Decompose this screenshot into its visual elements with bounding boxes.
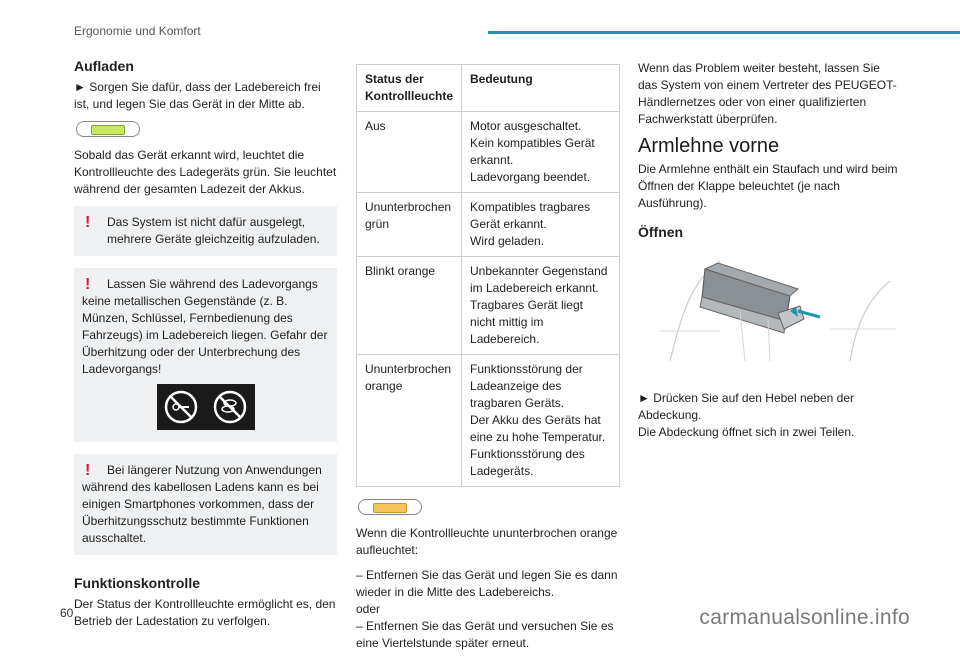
warning-box-metal-objects: [74, 268, 337, 442]
paragraph-status: Der Status der Kontrollleuchte ermöglicht es, den Betrieb der Ladestation zu verfolgen.: [74, 597, 336, 628]
heading-oeffnen: Öffnen: [638, 224, 684, 240]
table-cell-status: Aus: [357, 112, 462, 193]
warning-exclamation-icon: !: [85, 276, 91, 293]
table-cell-meaning: Unbekannter Gegenstand im Ladebereich erkannt. Tragbares Gerät liegt nicht mittig im Ladebereich.: [462, 257, 620, 355]
no-coins-icon: [212, 389, 248, 425]
table-cell-status: Blinkt orange: [357, 257, 462, 355]
watermark: carmanualsonline.info: [699, 606, 910, 629]
table-cell-meaning: Motor ausgeschaltet. Kein kompatibles Gerät erkannt. Ladevorgang beendet.: [462, 112, 620, 193]
warning-exclamation-icon: !: [85, 214, 91, 231]
table-header-row: [357, 65, 620, 112]
paragraph-cover-opens: Die Abdeckung öffnet sich in zwei Teilen.: [638, 425, 855, 439]
table-cell-status: Ununterbrochen orange: [357, 355, 462, 487]
warning-text: Lassen Sie während des Ladevorgangs keine metallischen Gegenstände (z. B. Münzen, Schlüssel, Fernbedienung des Fahrzeugs) im Ladebereich liegen. Gefahr der Überhitzung oder der Unterbrechung des Ladevorgangs!: [82, 277, 328, 376]
table-header-cell: Bedeutung: [462, 65, 620, 112]
instruction-press-lever: ► Drücken Sie auf den Hebel neben der Abdeckung.: [638, 391, 855, 422]
instruction-place-device: ► Sorgen Sie dafür, dass der Ladebereich frei ist, und legen Sie das Gerät in der Mitte ab.: [74, 80, 321, 111]
orange-indicator-icon: [358, 499, 422, 515]
column-1: [74, 52, 337, 638]
warning-box-overheating: [74, 454, 337, 555]
table-row: [357, 355, 620, 487]
instruction-retry-later: – Entfernen Sie das Gerät und versuchen Sie es eine Viertelstunde später erneut.: [356, 619, 614, 650]
running-header: Ergonomie und Komfort: [74, 24, 201, 38]
text-or: oder: [356, 602, 381, 616]
table-cell-meaning: Funktionsstörung der Ladeanzeige des tragbaren Geräts. Der Akku des Geräts hat eine zu hohe Temperatur. Funktionsstörung des Ladegeräts.: [462, 355, 620, 487]
paragraph-contact-dealer: Wenn das Problem weiter besteht, lassen Sie das System von einem Vertreter des PEUGEOT-Händlernetzes oder von einer qualifizierten Fachwerkstatt überprüfen.: [638, 61, 897, 126]
heading-aufladen: Aufladen: [74, 58, 134, 74]
instruction-replace-device: – Entfernen Sie das Gerät und legen Sie es dann wieder in die Mitte des Ladebereichs.: [356, 568, 618, 599]
paragraph-green-light: Sobald das Gerät erkannt wird, leuchtet die Kontrollleuchte des Ladegeräts grün. Sie leuchtet während der gesamten Ladezeit der Akkus.: [74, 148, 337, 196]
column-3: [638, 60, 900, 449]
warning-exclamation-icon: !: [85, 462, 91, 479]
header-accent-bar: [488, 31, 960, 34]
no-metal-objects-pictogram: [157, 384, 255, 430]
paragraph-orange-light: Wenn die Kontrollleuchte ununterbrochen orange aufleuchtet:: [356, 526, 618, 557]
table-row: [357, 112, 620, 193]
warning-box-multiple-devices: [74, 206, 337, 256]
green-indicator-icon: [76, 121, 140, 137]
table-row: [357, 193, 620, 257]
column-2: [356, 64, 620, 660]
table-cell-status: Ununterbrochen grün: [357, 193, 462, 257]
table-header-cell: Status der Kontrollleuchte: [357, 65, 462, 112]
heading-funktionskontrolle: Funktionskontrolle: [74, 575, 200, 591]
heading-armlehne-vorne: Armlehne vorne: [638, 135, 780, 157]
page-number: 60: [60, 606, 74, 620]
status-table: [356, 64, 620, 487]
table-row: [357, 257, 620, 355]
paragraph-armlehne: Die Armlehne enthält ein Staufach und wird beim Öffnen der Klappe beleuchtet (je nach Ausführung).: [638, 162, 898, 210]
table-cell-meaning: Kompatibles tragbares Gerät erkannt. Wird geladen.: [462, 193, 620, 257]
warning-text: Bei längerer Nutzung von Anwendungen während des kabellosen Ladens kann es bei einigen Smartphones vorkommen, dass der Überhitzungsschutz bestimmte Funktionen ausschaltet.: [82, 463, 322, 545]
warning-text: Das System ist nicht dafür ausgelegt, mehrere Geräte gleichzeitig aufzuladen.: [107, 215, 320, 246]
no-key-icon: [163, 389, 199, 425]
armrest-illustration: [650, 251, 896, 369]
